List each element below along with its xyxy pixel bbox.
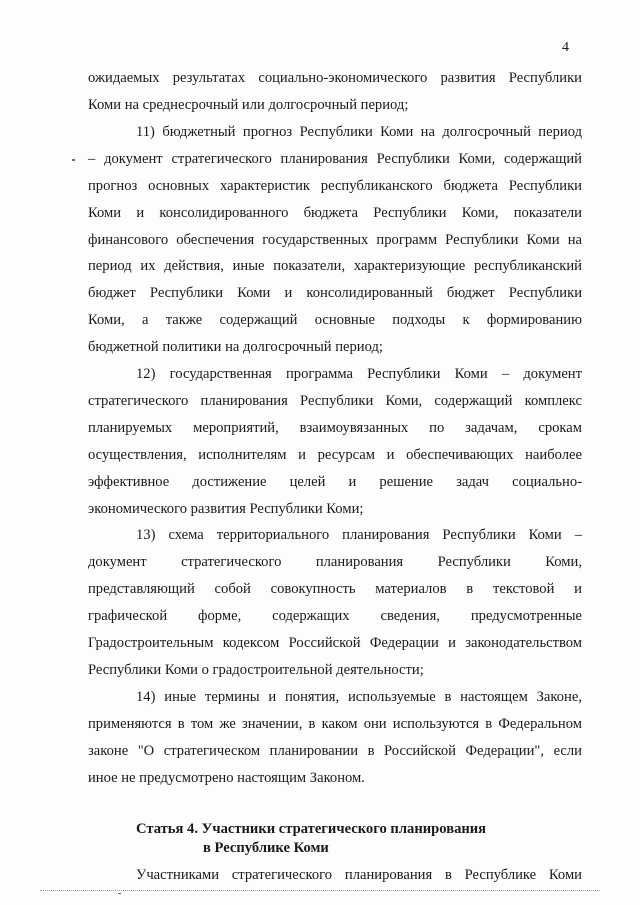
paragraph-13-first-line: 13) схема территориального планирования Республики Коми – xyxy=(136,527,582,543)
text-line: бюджетной политики на долгосрочный период; xyxy=(88,339,383,355)
text-line: Коми на среднесрочный или долгосрочный период; xyxy=(88,97,409,113)
text-line: графической форме, содержащих сведения, предусмотренные xyxy=(88,608,582,624)
text-line: период их действия, иные показатели, характеризующие республиканский xyxy=(88,258,582,274)
text-line: осуществления, исполнителям и ресурсам и обеспечивающих наиболее xyxy=(88,447,582,463)
text-line: планируемых мероприятий, взаимоувязанных по задачам, срокам xyxy=(88,420,582,436)
text-line: эффективное достижение целей и решение задач социально- xyxy=(88,474,582,490)
text-line: Республики Коми о градостроительной деятельности; xyxy=(88,662,424,678)
paragraph-12-first-line: 12) государственная программа Республики Коми – документ xyxy=(136,366,582,382)
paragraph-14-first-line: 14) иные термины и понятия, используемые в настоящем Законе, xyxy=(136,689,582,705)
text-line: Коми и консолидированного бюджета Республики Коми, показатели xyxy=(88,205,582,221)
text-line: финансового обеспечения государственных программ Республики Коми на xyxy=(88,232,582,248)
scan-edge-line xyxy=(40,890,600,891)
article-heading-line-2: в Республике Коми xyxy=(203,840,329,856)
paragraph-11-first-line: 11) бюджетный прогноз Республики Коми на долгосрочный период xyxy=(136,124,582,140)
text-line: бюджет Республики Коми и консолидированный бюджет Республики xyxy=(88,285,582,301)
text-line: представляющий собой совокупность материалов в текстовой и xyxy=(88,581,582,597)
text-line: стратегического планирования Республики Коми, содержащий комплекс xyxy=(88,393,582,409)
text-line: иное не предусмотрено настоящим Законом. xyxy=(88,770,365,786)
text-line: документ стратегического планирования Республики Коми, xyxy=(88,554,582,570)
text-line: Градостроительным кодексом Российской Федерации и законодательством xyxy=(88,635,582,651)
scan-speck xyxy=(72,159,75,161)
text-line: законе "О стратегическом планировании в Российской Федерации", если xyxy=(88,743,582,759)
text-line: Коми, а также содержащий основные подходы к формированию xyxy=(88,312,582,328)
text-line: экономического развития Республики Коми; xyxy=(88,501,364,517)
page-number: 4 xyxy=(562,40,569,55)
article-heading-line-1: Статья 4. Участники стратегического планирования xyxy=(136,821,487,837)
text-line: – документ стратегического планирования Республики Коми, содержащий xyxy=(88,151,582,167)
text-line: применяются в том же значении, в каком они используются в Федеральном xyxy=(88,716,582,732)
scan-speck xyxy=(118,893,121,894)
article-body-first-line: Участниками стратегического планирования в Республике Коми xyxy=(136,867,582,883)
text-line: прогноз основных характеристик республиканского бюджета Республики xyxy=(88,178,582,194)
text-line: ожидаемых результатах социально-экономического развития Республики xyxy=(88,70,582,86)
